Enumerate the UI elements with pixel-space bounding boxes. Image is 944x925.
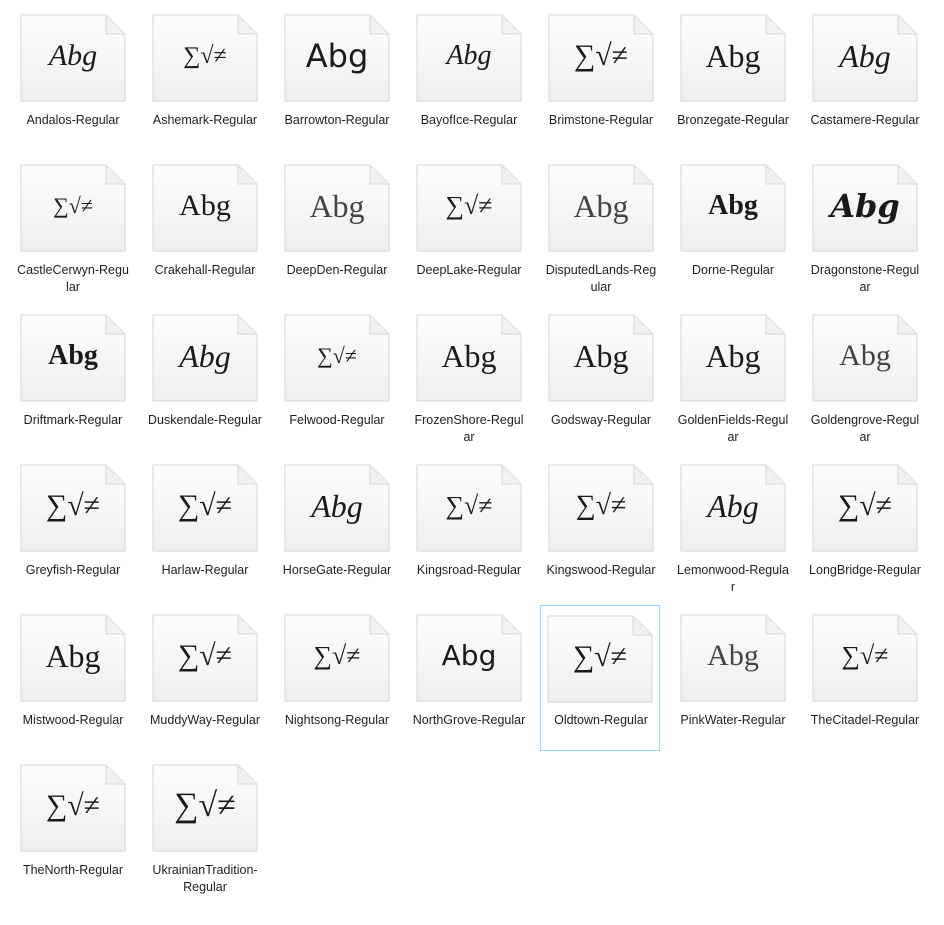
font-preview-text: ∑√≠ xyxy=(573,39,629,72)
file-item[interactable] xyxy=(146,155,266,301)
font-file-icon xyxy=(284,14,390,102)
file-item[interactable] xyxy=(410,5,530,151)
file-item[interactable] xyxy=(14,155,134,301)
font-file-icon xyxy=(20,764,126,852)
font-preview-text: Abg xyxy=(311,488,363,524)
font-preview-text: Abg xyxy=(573,188,629,224)
file-item[interactable] xyxy=(410,155,530,301)
font-file-icon xyxy=(812,14,918,102)
font-file-icon xyxy=(680,464,786,552)
file-item[interactable] xyxy=(146,5,266,151)
file-item[interactable] xyxy=(674,155,794,301)
file-name-label: NorthGrove-Regular xyxy=(412,713,526,727)
file-item[interactable] xyxy=(674,605,794,751)
file-name-label: FrozenShore-Regular xyxy=(414,413,524,444)
font-preview-text: Abg xyxy=(839,339,891,372)
font-file-icon xyxy=(416,614,522,702)
font-preview-text: ∑√≠ xyxy=(53,193,93,218)
file-name-label: GoldenFields-Regular xyxy=(677,413,789,444)
file-item[interactable] xyxy=(410,305,530,451)
font-preview-text: ∑√≠ xyxy=(45,489,101,522)
file-item[interactable] xyxy=(14,455,134,601)
font-file-icon xyxy=(284,464,390,552)
file-item[interactable] xyxy=(278,455,398,601)
file-name-label: LongBridge-Regular xyxy=(809,563,921,577)
font-preview-text: Abg xyxy=(48,340,98,371)
file-item[interactable] xyxy=(146,305,266,451)
file-item[interactable] xyxy=(542,5,662,151)
font-file-icon xyxy=(680,164,786,252)
file-item[interactable] xyxy=(410,455,530,601)
font-file-icon xyxy=(152,14,258,102)
font-preview-text: ∑√≠ xyxy=(317,343,357,368)
font-preview-text: Abg xyxy=(179,338,231,374)
font-preview-text: Abg xyxy=(707,488,759,524)
font-file-icon xyxy=(20,14,126,102)
font-file-icon xyxy=(416,14,522,102)
file-name-label: Duskendale-Regular xyxy=(148,413,262,427)
font-file-icon xyxy=(152,314,258,402)
font-file-icon xyxy=(548,464,654,552)
font-file-icon xyxy=(680,314,786,402)
file-name-label: Godsway-Regular xyxy=(550,413,652,427)
file-item[interactable] xyxy=(14,755,134,901)
font-preview-text: Abg xyxy=(441,639,497,672)
file-item[interactable] xyxy=(806,5,926,151)
font-file-icon xyxy=(152,614,258,702)
font-preview-text: Abg xyxy=(446,40,492,71)
file-name-label: BayofIce-Regular xyxy=(420,113,518,127)
file-item[interactable] xyxy=(674,5,794,151)
file-name-label: MuddyWay-Regular xyxy=(150,713,260,727)
file-item[interactable] xyxy=(674,455,794,601)
file-item[interactable] xyxy=(542,305,662,451)
font-file-icon xyxy=(812,314,918,402)
font-file-icon xyxy=(812,164,918,252)
font-preview-text: ∑√≠ xyxy=(177,489,233,522)
font-file-icon xyxy=(284,314,390,402)
file-name-label: Barrowton-Regular xyxy=(284,113,390,127)
font-file-icon xyxy=(548,14,654,102)
file-item[interactable] xyxy=(806,305,926,451)
file-name-label: Driftmark-Regular xyxy=(23,413,123,427)
file-name-label: Mistwood-Regular xyxy=(22,713,124,727)
file-item[interactable] xyxy=(806,605,926,751)
font-preview-text: Abg xyxy=(441,338,497,374)
file-name-label: HorseGate-Regular xyxy=(282,563,392,577)
file-name-label: Kingsroad-Regular xyxy=(416,563,522,577)
font-preview-text: ∑√≠ xyxy=(445,191,493,220)
font-file-icon xyxy=(284,614,390,702)
font-preview-text: ∑√≠ xyxy=(445,491,493,520)
file-item[interactable] xyxy=(14,305,134,451)
file-name-label: DeepDen-Regular xyxy=(286,263,388,277)
file-name-label: Bronzegate-Regular xyxy=(677,113,789,127)
file-item[interactable] xyxy=(674,305,794,451)
font-file-icon xyxy=(20,464,126,552)
file-name-label: Goldengrove-Regular xyxy=(810,413,920,444)
font-preview-text: ∑√≠ xyxy=(183,43,227,69)
font-file-icon xyxy=(547,615,653,703)
file-item[interactable] xyxy=(806,455,926,601)
font-file-icon xyxy=(20,314,126,402)
font-file-icon xyxy=(812,464,918,552)
file-item[interactable] xyxy=(146,605,266,751)
font-preview-text: Abg xyxy=(705,338,761,374)
font-file-icon xyxy=(284,164,390,252)
file-name-label: Greyfish-Regular xyxy=(25,563,121,577)
file-name-label: TheCitadel-Regular xyxy=(810,713,920,727)
file-item[interactable] xyxy=(542,455,662,601)
font-file-icon xyxy=(416,464,522,552)
font-file-icon xyxy=(680,614,786,702)
font-file-icon xyxy=(416,314,522,402)
file-item[interactable] xyxy=(278,305,398,451)
font-preview-text: Abg xyxy=(48,39,98,72)
file-name-label: Kingswood-Regular xyxy=(546,563,656,577)
font-preview-text: Abg xyxy=(707,639,759,672)
font-preview-text: Abg xyxy=(305,37,369,75)
font-file-icon xyxy=(20,164,126,252)
file-name-label: DeepLake-Regular xyxy=(416,263,522,277)
file-item[interactable] xyxy=(278,5,398,151)
file-name-label: DisputedLands-Regular xyxy=(545,263,657,294)
file-name-label: TheNorth-Regular xyxy=(22,863,124,877)
file-item[interactable] xyxy=(278,155,398,301)
font-preview-text: ∑√≠ xyxy=(837,489,893,522)
font-file-icon xyxy=(20,614,126,702)
file-item[interactable] xyxy=(14,605,134,751)
font-preview-text: ∑√≠ xyxy=(45,789,101,822)
font-preview-text: Abg xyxy=(830,187,900,225)
font-preview-text: ∑√≠ xyxy=(174,787,236,824)
file-name-label: Lemonwood-Regular xyxy=(677,563,789,594)
file-item[interactable] xyxy=(542,155,662,301)
font-preview-text: ∑√≠ xyxy=(575,490,627,521)
font-preview-text: Abg xyxy=(179,189,231,222)
font-preview-text: ∑√≠ xyxy=(313,641,361,670)
file-item[interactable] xyxy=(806,155,926,301)
font-file-icon xyxy=(152,164,258,252)
font-preview-text: ∑√≠ xyxy=(177,639,233,672)
file-name-label: Nightsong-Regular xyxy=(284,713,390,727)
file-name-label: CastleCerwyn-Regular xyxy=(17,263,129,294)
file-grid xyxy=(8,5,936,905)
font-file-icon xyxy=(548,314,654,402)
font-file-icon xyxy=(416,164,522,252)
file-name-label: Harlaw-Regular xyxy=(161,563,249,577)
file-name-label: Crakehall-Regular xyxy=(154,263,256,277)
file-item[interactable] xyxy=(410,605,530,751)
file-item[interactable] xyxy=(146,755,266,901)
file-name-label: Andalos-Regular xyxy=(26,113,120,127)
file-name-label: Dragonstone-Regular xyxy=(810,263,920,294)
font-file-icon xyxy=(548,164,654,252)
font-file-icon xyxy=(680,14,786,102)
file-name-label: UkrainianTradition-Regular xyxy=(152,863,258,894)
file-item[interactable] xyxy=(278,605,398,751)
font-preview-text: Abg xyxy=(705,38,761,74)
file-item[interactable] xyxy=(540,605,660,751)
font-preview-text: Abg xyxy=(839,38,891,74)
font-preview-text: ∑√≠ xyxy=(841,641,889,670)
font-file-icon xyxy=(152,464,258,552)
font-file-icon xyxy=(152,764,258,852)
file-name-label: Ashemark-Regular xyxy=(152,113,258,127)
file-name-label: Oldtown-Regular xyxy=(554,713,648,727)
file-name-label: Felwood-Regular xyxy=(289,413,385,427)
file-item[interactable] xyxy=(14,5,134,151)
file-name-label: Dorne-Regular xyxy=(692,263,774,277)
font-preview-text: Abg xyxy=(309,188,365,224)
font-preview-text: Abg xyxy=(573,338,629,374)
font-preview-text: ∑√≠ xyxy=(572,640,628,673)
file-name-label: Castamere-Regular xyxy=(810,113,920,127)
file-name-label: PinkWater-Regular xyxy=(680,713,786,727)
file-item[interactable] xyxy=(146,455,266,601)
font-file-icon xyxy=(812,614,918,702)
font-preview-text: Abg xyxy=(45,638,101,674)
file-name-label: Brimstone-Regular xyxy=(548,113,654,127)
font-preview-text: Abg xyxy=(708,190,758,221)
